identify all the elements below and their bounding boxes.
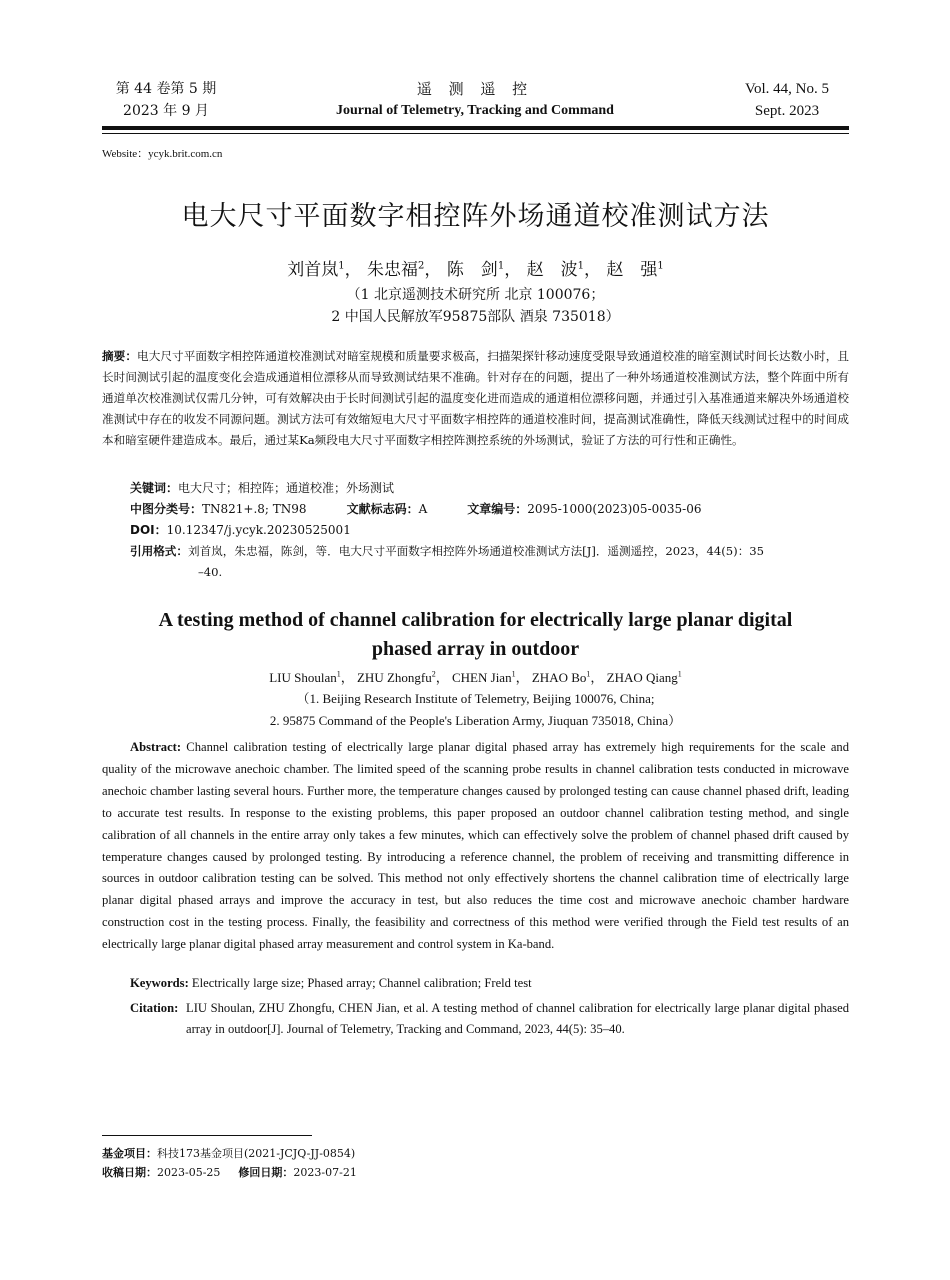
author-cn: 陈 剑: [446, 260, 498, 280]
author-en: ZHAO Bo: [531, 670, 587, 685]
paper-title-cn: 电大尺寸平面数字相控阵外场通道校准测试方法: [181, 201, 770, 232]
keywords-cn-text: 电大尺寸；相控阵；通道校准；外场测试: [178, 481, 395, 495]
author-sup: 2: [418, 260, 425, 272]
author-sup: 1: [577, 260, 584, 272]
website-link[interactable]: Website：ycyk.brit.com.cn: [102, 148, 223, 160]
keywords-en: [130, 976, 850, 991]
affiliation-cn-1: （1 北京遥测技术研究所 北京 100076；: [346, 287, 605, 303]
fund-value: 科技173基金项目(2021-JCJQ-JJ-0854): [157, 1147, 356, 1160]
citation-en-label: Citation:: [130, 1001, 179, 1015]
article-no-label: 文章编号：: [467, 502, 528, 516]
abstract-cn-text: 电大尺寸平面数字相控阵通道校准测试对暗室规模和质量要求极高，扫描架探针移动速度受限导致通道校准的暗室测试时间长达数小时，且长时间测试引起的温度变化会造成通道相位漂移从而导致测试结果不准确。针对存在的问题，提出了一种外场通道校准测试方法，整个阵面中所有通道单次校准测试仅需几分钟，可有效解决由于长时间测试引起的温度变化进而造成的通道相位漂移问题，并通过引入基准通道来解决外场通道校准测试中存在的收发不同源问题。测试方法可有效缩短电大尺寸平面数字相控阵的通道校准时间，提高测试准确性，降低天线测试过程中的时间成本和暗室硬件建造成本。最后，通过某Ka频段电大尺寸平面数字相控阵测控系统的外场测试，验证了方法的可行性和正确性。: [102, 349, 849, 447]
citation-en-text: LIU Shoulan, ZHU Zhongfu, CHEN Jian, et al. A testing method of channel calibration for electrically large planar digital phased array in outdoor[J]. Journal of Telemetry, Tracking and Command, 2023, 44(5): 35–40.: [186, 1001, 849, 1036]
affiliations-cn: [102, 284, 849, 328]
paper-title-en: [102, 606, 849, 664]
clc-label: 中图分类号：: [130, 502, 203, 516]
journal-name-cn: 遥 测 遥 控: [416, 80, 534, 98]
affiliation-en-2: 2. 95875 Command of the People's Liberation Army, Jiuquan 735018, China）: [269, 713, 682, 728]
abstract-cn: [102, 346, 849, 451]
doc-code-value: A: [418, 502, 428, 516]
classification-cn: [130, 499, 850, 520]
keywords-cn-label: 关键词：: [130, 481, 179, 495]
author-sup: 1: [657, 260, 664, 272]
header-rule-thin: [102, 133, 849, 134]
citation-cn-line1: 刘首岚，朱忠福，陈剑，等．电大尺寸平面数字相控阵外场通道校准测试方法[J]．遥测遥控，2023，44(5)：35: [187, 544, 765, 558]
header-center: [300, 78, 650, 122]
author-cn: 刘首岚: [287, 260, 339, 280]
author-sup: 1: [497, 260, 505, 272]
author-cn: 赵 波: [526, 260, 578, 280]
citation-cn-label: 引用格式：: [130, 544, 188, 558]
fund-label: 基金项目：: [102, 1147, 157, 1160]
clc-value: TN821+.8; TN98: [202, 502, 307, 516]
author-sup: 1: [586, 669, 591, 679]
author-sup: 1: [511, 669, 516, 679]
abstract-en: [102, 737, 849, 956]
keywords-en-label: Keywords:: [130, 976, 189, 990]
journal-name-en: Journal of Telemetry, Tracking and Command: [336, 103, 614, 118]
received-label: 收稿日期：: [102, 1166, 157, 1179]
authors-en: LIU Shoulan$^1$， ZHU Zhongfu$^2$， CHEN Jian$^1$， ZHAO Bo$^1$， ZHAO Qiang$^1$: [269, 669, 682, 685]
author-en: ZHU Zhongfu: [356, 670, 432, 685]
citation-cn: [130, 541, 850, 583]
volume-cn: 第 44 卷第 5 期: [115, 81, 217, 97]
author-sup: 1: [677, 669, 682, 679]
fund-row: [102, 1144, 357, 1163]
author-cn: 赵 强: [606, 260, 658, 280]
affiliations-en: [102, 688, 849, 732]
doi-row: [130, 520, 850, 541]
affiliation-cn-2: 2 中国人民解放军95875部队 酒泉 735018）: [331, 309, 620, 325]
abstract-en-label: Abstract:: [130, 740, 182, 754]
authors-cn: 刘首岚$^1$， 朱忠福$^2$， 陈 剑$^1$， 赵 波$^1$， 赵 强$^1$: [287, 260, 664, 280]
affiliation-en-1: （1. Beijing Research Institute of Telemetry, Beijing 100076, China;: [296, 691, 655, 706]
citation-cn-line2: –40.: [198, 565, 223, 579]
article-no-value: 2095-1000(2023)05-0035-06: [527, 502, 702, 516]
author-en: LIU Shoulan: [269, 670, 337, 685]
footnote-rule: [102, 1135, 312, 1136]
paper-title-en-line1: A testing method of channel calibration for electrically large planar digital: [158, 609, 793, 631]
doi-label: DOI：: [130, 523, 167, 537]
doi-value[interactable]: 10.12347/j.ycyk.20230525001: [166, 523, 351, 537]
dates-row: [102, 1163, 357, 1182]
abstract-cn-label: 摘要：: [102, 349, 138, 363]
author-en: CHEN Jian: [452, 670, 512, 685]
doc-code-label: 文献标志码：: [346, 502, 419, 516]
revised-label: 修回日期：: [238, 1166, 294, 1179]
author-sup: 1: [336, 669, 341, 679]
date-cn: 2023 年 9 月: [123, 103, 209, 119]
keywords-en-text: Electrically large size; Phased array; Channel calibration; Freld test: [191, 976, 532, 990]
author-cn: 朱忠福: [367, 260, 419, 280]
received-value: 2023-05-25: [157, 1166, 221, 1179]
author-en: ZHAO Qiang: [606, 670, 678, 685]
keywords-cn: [130, 478, 850, 499]
header-rule-thick: [102, 126, 849, 130]
citation-en: [130, 998, 849, 1040]
footnote: [102, 1144, 357, 1182]
abstract-en-text: Channel calibration testing of electrically large planar digital phased array has extremely high requirements for the scale and quality of the microwave anechoic chamber. The limited speed of the scanning probe results in channel calibration tests conducted in microwave anechoic chamber lasting several hours. Further more, the temperature changes caused by prolonged testing can cause channel phased drift, leading to accurate test results. In response to the existing problems, this paper proposed an outdoor channel calibration testing method, and single calibration of all channels in the entire array only takes a few minutes, which can effectively solve the problem of channel phased drift caused by temperature changes caused by prolonged testing. By introducing a reference channel, the problem of receiving and transmitting difference in sources in outdoor calibration testing can be solved. This method not only effectively shortens the channel calibration time of electrically large planar digital phased arrays and improve the accuracy in test, but also reduces the time cost and microwave anechoic chamber hardware construction cost in the testing process. Finally, the feasibility and correctness of this method were verified through the Field test results of an electrically large planar digital phased array measurement and control system in Ka-band.: [102, 740, 849, 952]
revised-value: 2023-07-21: [293, 1166, 357, 1179]
author-sup: 1: [338, 260, 345, 272]
volume-en: Vol. 44, No. 5: [745, 81, 829, 97]
date-en: Sept. 2023: [754, 103, 820, 119]
paper-title-en-line2: phased array in outdoor: [371, 638, 580, 660]
author-sup: 2: [431, 669, 436, 679]
header-left: [102, 78, 230, 122]
header-right: [732, 78, 842, 122]
